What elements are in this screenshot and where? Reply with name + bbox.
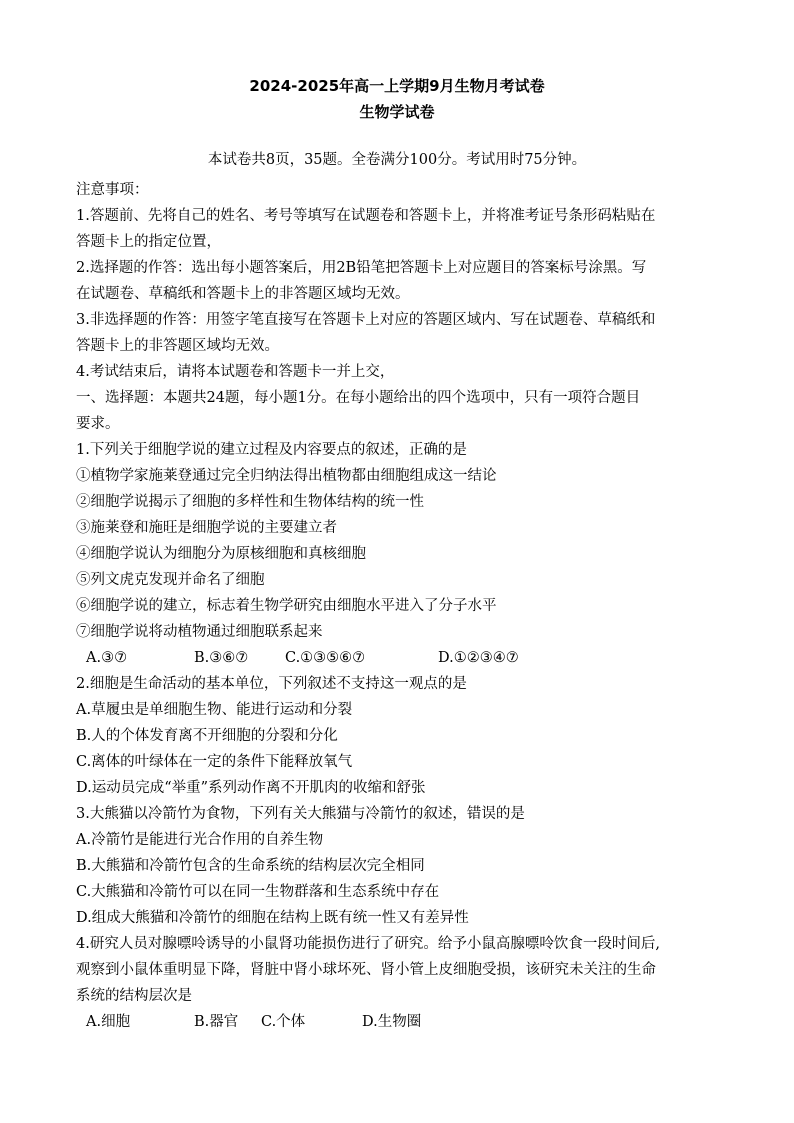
question-4-stem: 观察到小鼠体重明显下降，肾脏中肾小球坏死、肾小管上皮细胞受损，该研究未关注的生命 — [76, 962, 656, 978]
exam-body — [76, 177, 726, 1035]
question-4-stem: 系统的结构层次是 — [76, 988, 192, 1004]
question-1-statement: ④细胞学说认为细胞分为原核细胞和真核细胞 — [76, 546, 366, 562]
question-3-option-b: B.大熊猫和冷箭竹包含的生命系统的结构层次完全相同 — [76, 858, 425, 874]
question-2-option-c: C.离体的叶绿体在一定的条件下能释放氧气 — [76, 754, 353, 770]
question-1-option-a: A.③⑦ — [86, 650, 128, 666]
question-3-option-a: A.冷箭竹是能进行光合作用的自养生物 — [76, 832, 324, 848]
question-1-statement: ②细胞学说揭示了细胞的多样性和生物体结构的统一性 — [76, 494, 424, 510]
question-1-statement: ⑦细胞学说将动植物通过细胞联系起来 — [76, 624, 323, 640]
notice-heading: 注意事项： — [76, 182, 149, 198]
exam-intro: 本试卷共8页，35题。全卷满分100分。考试用时75分钟。 — [207, 152, 587, 168]
question-2-stem: 2.细胞是生命活动的基本单位，下列叙述不支持这一观点的是 — [76, 676, 467, 692]
question-4-option-d: D.生物圈 — [362, 1014, 422, 1030]
question-1-option-c: C.①③⑤⑥⑦ — [285, 650, 366, 666]
question-4-stem: 4.研究人员对腺嘌呤诱导的小鼠肾功能损伤进行了研究。给予小鼠高腺嘌呤饮食一段时间后, — [76, 936, 660, 952]
question-1-statement: ⑤列文虎克发现并命名了细胞 — [76, 572, 265, 588]
question-1-options — [76, 645, 726, 671]
question-1-statement: ⑥细胞学说的建立，标志着生物学研究由细胞水平进入了分子水平 — [76, 598, 497, 614]
question-2-option-b: B.人的个体发育离不开细胞的分裂和分化 — [76, 728, 338, 744]
question-3-option-d: D.组成大熊猫和冷箭竹的细胞在结构上既有统一性又有差异性 — [76, 910, 469, 926]
notice-line: 3.非选择题的作答：用签字笔直接写在答题卡上对应的答题区域内、写在试题卷、草稿纸和 — [76, 312, 656, 328]
notice-line: 答题卡上的非答题区域均无效。 — [76, 338, 279, 354]
notice-line: 答题卡上的指定位置， — [76, 234, 221, 250]
question-1-option-d: D.①②③④⑦ — [438, 650, 519, 666]
question-4-options — [76, 1009, 726, 1035]
question-3-stem: 3.大熊猫以冷箭竹为食物，下列有关大熊猫与冷箭竹的叙述，错误的是 — [76, 806, 525, 822]
section-heading: 一、选择题：本题共24题，每小题1分。在每小题给出的四个选项中，只有一项符合题目 — [76, 390, 641, 406]
notice-line: 4.考试结束后，请将本试题卷和答题卡一并上交， — [76, 364, 395, 380]
section-heading: 要求。 — [76, 416, 120, 432]
exam-subtitle: 生物学试卷 — [359, 103, 435, 121]
question-4-option-a: A.细胞 — [86, 1014, 131, 1030]
question-3-option-c: C.大熊猫和冷箭竹可以在同一生物群落和生态系统中存在 — [76, 884, 440, 900]
exam-title: 2024-2025年高一上学期9月生物月考试卷 — [249, 77, 545, 95]
question-2-option-d: D.运动员完成“举重”系列动作离不开肌肉的收缩和舒张 — [76, 780, 426, 796]
notice-line: 在试题卷、草稿纸和答题卡上的非答题区域均无效。 — [76, 286, 410, 302]
question-1-option-b: B.③⑥⑦ — [194, 650, 249, 666]
notice-line: 1.答题前、先将自己的姓名、考号等填写在试题卷和答题卡上，并将准考证号条形码粘贴在 — [76, 208, 656, 224]
question-1-statement: ③施莱登和施旺是细胞学说的主要建立者 — [76, 520, 337, 536]
question-2-option-a: A.草履虫是单细胞生物、能进行运动和分裂 — [76, 702, 353, 718]
question-1-statement: ①植物学家施莱登通过完全归纳法得出植物都由细胞组成这一结论 — [76, 468, 497, 484]
question-4-option-c: C.个体 — [261, 1014, 306, 1030]
notice-line: 2.选择题的作答：选出每小题答案后，用2B铅笔把答题卡上对应题目的答案标号涂黑。写 — [76, 260, 647, 276]
question-4-option-b: B.器官 — [194, 1014, 239, 1030]
question-1-stem: 1.下列关于细胞学说的建立过程及内容要点的叙述，正确的是 — [76, 442, 467, 458]
